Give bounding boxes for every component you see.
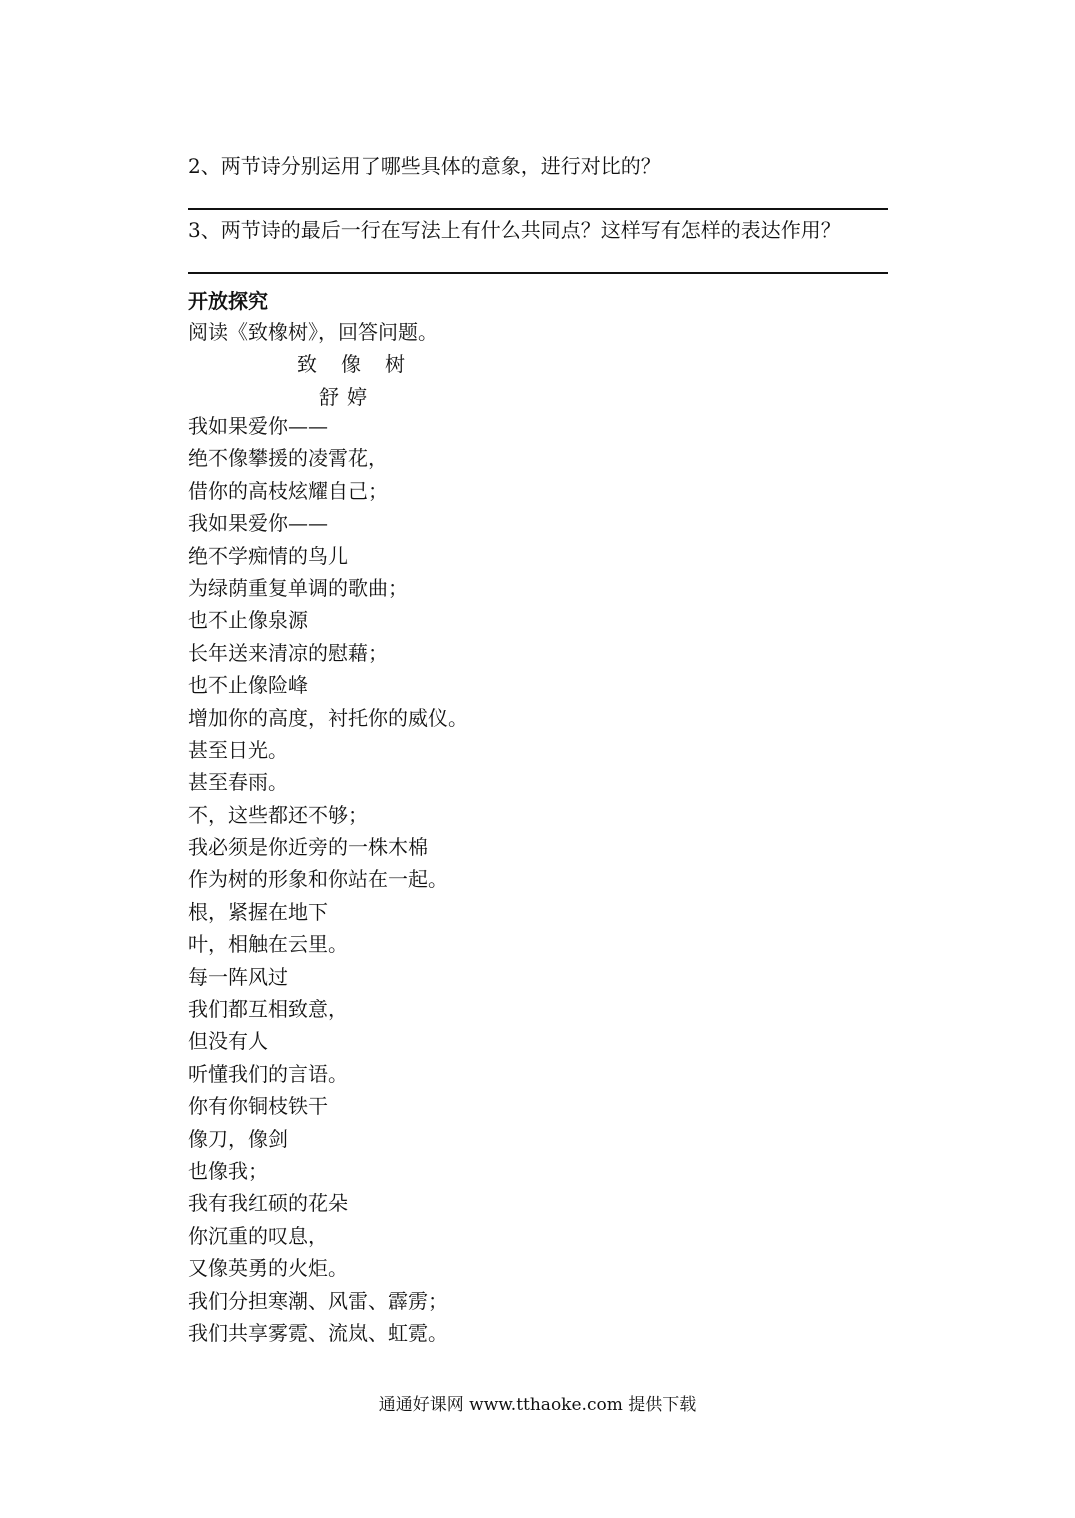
poem-line: 你沉重的叹息， xyxy=(188,1223,328,1248)
poem-line: 借你的高枝炫耀自己； xyxy=(188,478,388,503)
question-2: 2、两节诗分别运用了哪些具体的意象，进行对比的？ xyxy=(188,154,661,178)
poem-line: 甚至日光。 xyxy=(188,737,288,762)
poem-line: 根，紧握在地下 xyxy=(188,899,328,924)
section-heading: 开放探究 xyxy=(188,289,268,313)
page-footer: 通通好课网 www.tthaoke.com 提供下载 xyxy=(378,1395,697,1415)
poem-author: 舒婷 xyxy=(319,385,375,409)
reading-instruction: 阅读《致橡树》，回答问题。 xyxy=(188,320,438,344)
poem-line: 我必须是你近旁的一株木棉 xyxy=(188,835,428,860)
poem-line: 为绿荫重复单调的歌曲； xyxy=(188,575,408,600)
question-3: 3、两节诗的最后一行在写法上有什么共同点？这样写有怎样的表达作用？ xyxy=(188,218,841,242)
poem-line: 我们都互相致意， xyxy=(188,997,348,1022)
poem-line: 也不止像险峰 xyxy=(188,673,308,698)
poem-line: 绝不像攀援的凌霄花， xyxy=(188,446,388,471)
poem-line: 每一阵风过 xyxy=(188,964,288,989)
poem-line: 增加你的高度，衬托你的威仪。 xyxy=(188,705,468,730)
poem-title: 致像树 xyxy=(297,352,429,376)
poem-line: 也像我； xyxy=(188,1158,268,1183)
poem-line: 又像英勇的火炬。 xyxy=(188,1256,348,1281)
poem-line: 不，这些都还不够； xyxy=(188,802,368,827)
poem-line: 但没有人 xyxy=(188,1029,268,1054)
poem-line: 你有你铜枝铁干 xyxy=(188,1094,328,1119)
poem-line: 绝不学痴情的鸟儿 xyxy=(188,543,348,568)
answer-line-1 xyxy=(188,208,888,210)
poem-line: 长年送来清凉的慰藉； xyxy=(188,640,388,665)
poem-line: 听懂我们的言语。 xyxy=(188,1061,348,1086)
poem-body xyxy=(188,412,468,1351)
poem-line: 我有我红硕的花朵 xyxy=(188,1191,348,1216)
poem-line: 我如果爱你—— xyxy=(188,511,328,536)
poem-line: 叶，相触在云里。 xyxy=(188,932,348,957)
poem-line: 我如果爱你—— xyxy=(188,414,328,438)
poem-line: 也不止像泉源 xyxy=(188,608,308,633)
poem-line: 像刀，像剑 xyxy=(188,1126,288,1151)
poem-line: 作为树的形象和你站在一起。 xyxy=(188,867,448,892)
poem-line: 我们共享雾霓、流岚、虹霓。 xyxy=(188,1320,448,1345)
poem-line: 我们分担寒潮、风雷、霹雳； xyxy=(188,1288,448,1313)
poem-line: 甚至春雨。 xyxy=(188,770,288,795)
answer-line-2 xyxy=(188,272,888,274)
